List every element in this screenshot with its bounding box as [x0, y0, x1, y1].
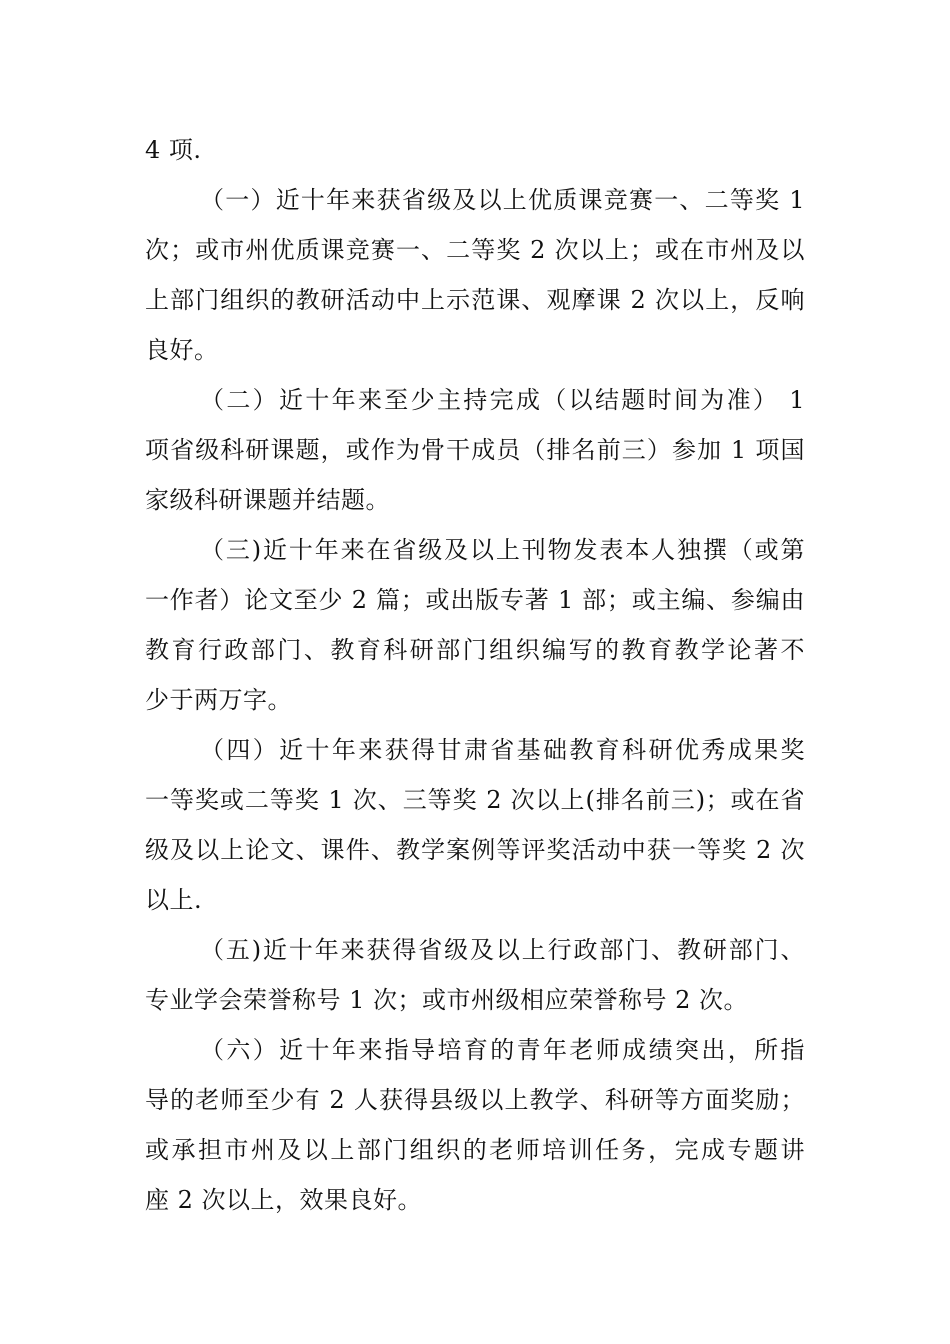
paragraph-1-line: 良好。 [145, 336, 219, 364]
paragraph-4-line: 级及以上论文、课件、教学案例等评奖活动中获一等奖 2 次 [145, 836, 805, 864]
paragraph-3-line: 一作者）论文至少 2 篇；或出版专著 1 部；或主编、参编由 [145, 586, 805, 614]
paragraph-4-line: 以上. [145, 886, 203, 914]
paragraph-1-line: （一）近十年来获省级及以上优质课竞赛一、二等奖 1 [200, 186, 805, 214]
paragraph-6-line: 座 2 次以上，效果良好。 [145, 1186, 423, 1214]
paragraph-5-line: （五)近十年来获得省级及以上行政部门、教研部门、 [200, 936, 805, 964]
paragraph-6-line: 或承担市州及以上部门组织的老师培训任务，完成专题讲 [145, 1136, 805, 1164]
paragraph-1-line: 次；或市州优质课竞赛一、二等奖 2 次以上；或在市州及以 [145, 236, 805, 264]
paragraph-6-line: 导的老师至少有 2 人获得县级以上教学、科研等方面奖励； [145, 1086, 805, 1114]
paragraph-1-line: 上部门组织的教研活动中上示范课、观摩课 2 次以上，反响 [145, 286, 805, 314]
paragraph-2-line: 家级科研课题并结题。 [145, 486, 390, 514]
paragraph-6-line: （六）近十年来指导培育的青年老师成绩突出，所指 [200, 1036, 805, 1064]
paragraph-5-line: 专业学会荣誉称号 1 次；或市州级相应荣誉称号 2 次。 [145, 986, 749, 1014]
paragraph-2-line: 项省级科研课题，或作为骨干成员（排名前三）参加 1 项国 [145, 436, 805, 464]
paragraph-2-line: （二）近十年来至少主持完成（以结题时间为准） 1 [200, 386, 805, 414]
paragraph-4-line: （四）近十年来获得甘肃省基础教育科研优秀成果奖 [200, 736, 805, 764]
paragraph-3-line: 教育行政部门、教育科研部门组织编写的教育教学论著不 [145, 636, 805, 664]
paragraph-4-line: 一等奖或二等奖 1 次、三等奖 2 次以上(排名前三)；或在省 [145, 786, 805, 814]
paragraph-3-line: 少于两万字。 [145, 686, 292, 714]
text-line: 4 项. [145, 136, 202, 164]
paragraph-3-line: （三)近十年来在省级及以上刊物发表本人独撰（或第 [200, 536, 805, 564]
